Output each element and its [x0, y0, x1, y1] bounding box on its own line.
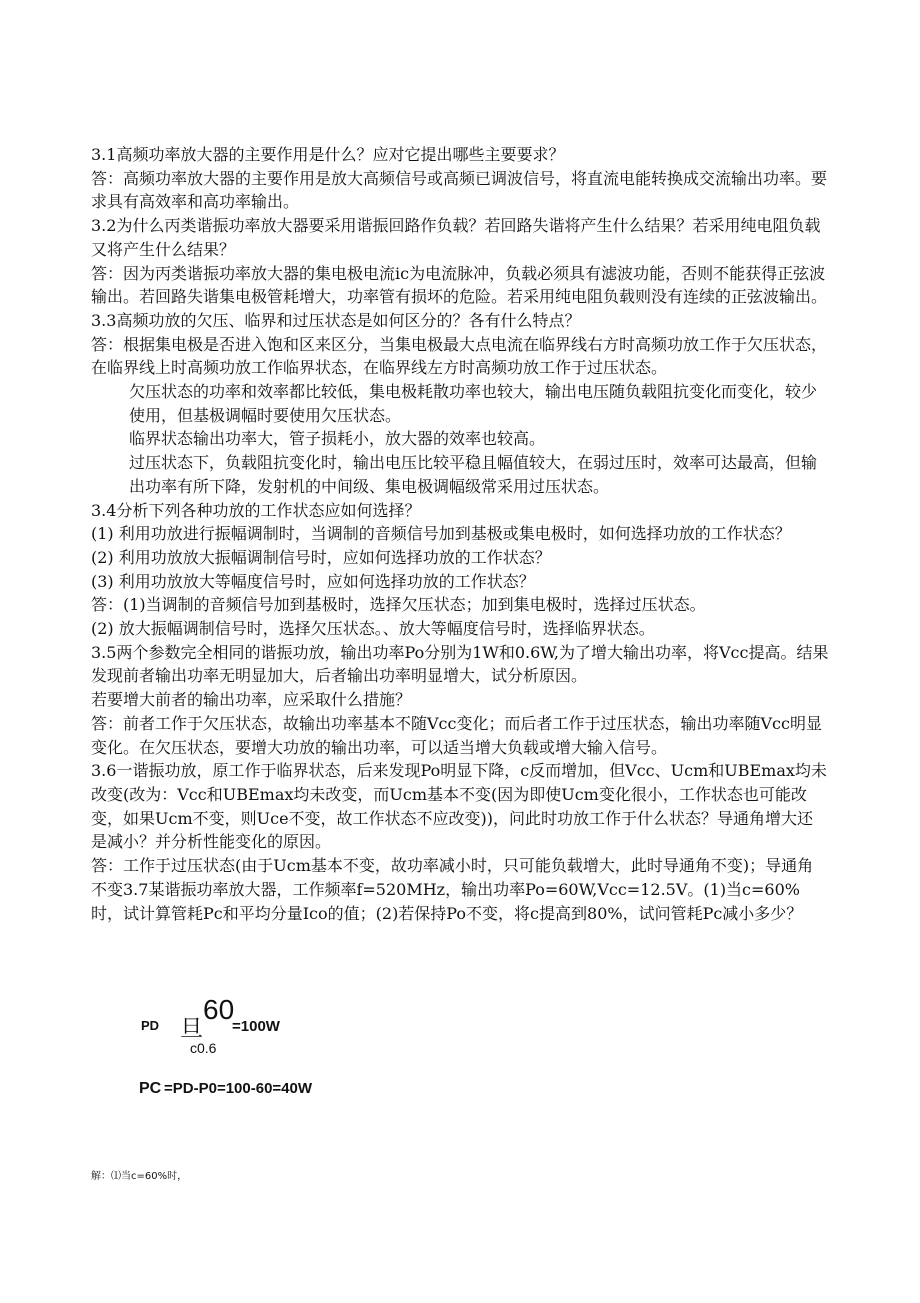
- answer-3-5: 答：前者工作于欠压状态，故输出功率基本不随Vcc变化；而后者工作于过压状态，输出功率随Vcc明显变化。在欠压状态，要增大功放的输出功率，可以适当增大负载或增大输入信号。: [91, 713, 822, 757]
- question-3-1: 3.1高频功率放大器的主要作用是什么？应对它提出哪些主要要求？: [91, 145, 565, 164]
- formula-pc-symbol: PC: [139, 1080, 162, 1097]
- answer-3-4-part-2: (2) 放大振幅调制信号时，选择欠压状态。、放大等幅度信号时，选择临界状态。: [91, 619, 655, 639]
- solution-footnote: 解：⑴当c=60%时，: [91, 1171, 188, 1182]
- formula-dan-glyph: 旦: [180, 1015, 203, 1041]
- answer-3-1: 答：高频功率放大器的主要作用是放大高频信号或高频已调波信号，将直流电能转换成交流输出功率。要求具有高效率和高功率输出。: [91, 168, 828, 212]
- formula-denominator: c0.6: [190, 1040, 217, 1056]
- answer-3-4-part-1: 答：(1)当调制的音频信号加到基极时，选择欠压状态；加到集电极时，选择过压状态。: [91, 595, 706, 615]
- answer-3-2: 答：因为丙类谐振功率放大器的集电极电流ic为电流脉冲，负载必须具有滤波功能，否则不能获得正弦波输出。若回路失谐集电极管耗增大，功率管有损坏的危险。若采用纯电阻负载则没有连续的正弦波输出。: [91, 263, 828, 307]
- question-3-4-part-1: (1) 利用功放进行振幅调制时，当调制的音频信号加到基极或集电极时，如何选择功放的工作状态？: [91, 524, 791, 544]
- question-3-4-part-2: (2) 利用功放放大振幅调制信号时，应如何选择功放的工作状态？: [91, 547, 551, 567]
- question-3-2: 3.2为什么丙类谐振功率放大器要采用谐振回路作负载？若回路失谐将产生什么结果？若采用纯电阻负载又将产生什么结果？: [91, 216, 821, 259]
- question-3-4-part-3: (3) 利用功放放大等幅度信号时，应如何选择功放的工作状态？: [91, 571, 535, 591]
- answer-3-6-question-3-7: 答：工作于过压状态(由于Ucm基本不变，故功率减小时，只可能负载增大，此时导通角不变)；导通角不变3.7某谐振功率放大器，工作频率f=520MHz，输出功率Po=60W,Vcc=12.5V。(1)当c=60%时，试计算管耗Pc和平均分量Ico的值；(2)若保持Po不变，将c提高到80%，试问管耗Pc减小多少？: [91, 856, 814, 923]
- formula-numerator: 60: [203, 994, 235, 1025]
- answer-3-3-critical: 临界状态输出功率大，管子损耗小，放大器的效率也较高。: [129, 429, 546, 449]
- question-3-5: 3.5两个参数完全相同的谐振功放，输出功率Po分别为1W和0.6W,为了增大输出功率，将Vcc提高。结果发现前者输出功率无明显加大，后者输出功率明显增大，试分析原因。: [91, 642, 829, 686]
- answer-3-3-underpressure: 欠压状态的功率和效率都比较低，集电极耗散功率也较大，输出电压随负载阻抗变化而变化，较少使用，但基极调幅时要使用欠压状态。: [129, 382, 818, 425]
- qa-text-body: [91, 143, 829, 925]
- answer-3-3-overpressure: 过压状态下，负载阻抗变化时，输出电压比较平稳且幅值较大，在弱过压时，效率可达最高，但输出功率有所下降，发射机的中间级、集电极调幅级常采用过压状态。: [129, 453, 818, 496]
- formula-result-pd: =100W: [232, 1018, 280, 1035]
- question-3-6: 3.6一谐振功放，原工作于临界状态，后来发现Po明显下降，c反而增加，但Vcc、Ucm和UBEmax均未改变(改为：Vcc和UBEmax均未改变，而Ucm基本不变(因为即使Ucm变化很小，工作状态也可能改变，如果Ucm不变，则Uce不变，故工作状态不应改变))，问此时功放工作于什么状态？导通角增大还是减小？并分析性能变化的原因。: [91, 761, 827, 852]
- question-3-3: 3.3高频功放的欠压、临界和过压状态是如何区分的？各有什么特点？: [91, 310, 581, 330]
- question-3-5-followup: 若要增大前者的输出功率，应采取什么措施？: [91, 690, 412, 710]
- formula-pc-equation: =PD-P0=100-60=40W: [164, 1080, 313, 1097]
- question-3-4: 3.4分析下列各种功放的工作状态应如何选择？: [91, 500, 421, 520]
- answer-3-3: 答：根据集电极是否进入饱和区来区分，当集电极最大点电流在临界线右方时高频功放工作于欠压状态，在临界线上时高频功放工作临界状态，在临界线左方时高频功放工作于过压状态。: [91, 334, 828, 378]
- formula-pd-symbol: PD: [141, 1018, 160, 1033]
